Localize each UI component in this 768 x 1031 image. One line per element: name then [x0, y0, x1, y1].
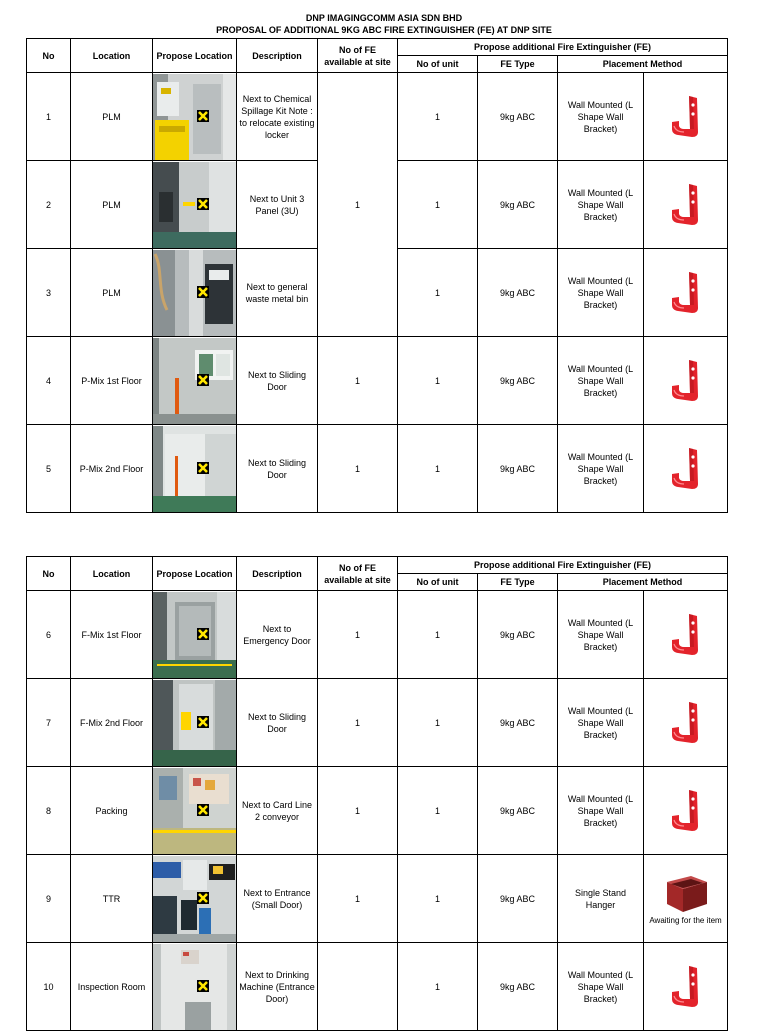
header-location: Location [71, 39, 153, 73]
placement-image [644, 249, 728, 337]
proposal-subtitle: PROPOSAL OF ADDITIONAL 9KG ABC FIRE EXTINGUISHER (FE) AT DNP SITE [216, 25, 552, 35]
row-number: 8 [27, 767, 71, 855]
fe-available-count: 1 [318, 73, 398, 337]
row-placement-method: Wall Mounted (L Shape Wall Bracket) [558, 679, 644, 767]
placement-image [644, 943, 728, 1031]
header-description: Description [237, 39, 318, 73]
placement-image [644, 161, 728, 249]
fe-available-count: 1 [318, 337, 398, 425]
row-fe-type: 9kg ABC [478, 855, 558, 943]
single-stand-hanger-icon [661, 872, 711, 916]
row-fe-type: 9kg ABC [478, 767, 558, 855]
l-shape-wall-bracket-icon [662, 444, 710, 492]
row-number: 7 [27, 679, 71, 767]
row-description: Next to Unit 3 Panel (3U) [237, 161, 318, 249]
row-location: PLM [71, 249, 153, 337]
header-fe-available: No of FE available at site [318, 557, 398, 591]
row-fe-type: 9kg ABC [478, 425, 558, 513]
row-fe-type: 9kg ABC [478, 161, 558, 249]
row-placement-method: Wall Mounted (L Shape Wall Bracket) [558, 337, 644, 425]
row-fe-type: 9kg ABC [478, 943, 558, 1031]
location-photo-yellow-spill-kit-cabinet [153, 74, 236, 160]
row-placement-method: Wall Mounted (L Shape Wall Bracket) [558, 425, 644, 513]
row-location: P-Mix 2nd Floor [71, 425, 153, 513]
row-number: 4 [27, 337, 71, 425]
propose-location-photo [153, 161, 237, 249]
l-shape-wall-bracket-icon [662, 92, 710, 140]
row-number: 10 [27, 943, 71, 1031]
awaiting-caption: Awaiting for the item [649, 916, 722, 925]
row-number: 6 [27, 591, 71, 679]
row-description: Next to Sliding Door [237, 425, 318, 513]
row-placement-method: Wall Mounted (L Shape Wall Bracket) [558, 943, 644, 1031]
header-description: Description [237, 557, 318, 591]
row-location: P-Mix 1st Floor [71, 337, 153, 425]
header-placement: Placement Method [558, 56, 728, 73]
row-description: Next to general waste metal bin [237, 249, 318, 337]
row-description: Next to Sliding Door [237, 337, 318, 425]
row-no-of-unit: 1 [398, 425, 478, 513]
row-description: Next to Entrance (Small Door) [237, 855, 318, 943]
row-location: Packing [71, 767, 153, 855]
l-shape-wall-bracket-icon [662, 962, 710, 1010]
location-photo-metal-waste-bin [153, 250, 236, 336]
row-placement-method: Single Stand Hanger [558, 855, 644, 943]
header-group: Propose additional Fire Extinguisher (FE) [398, 39, 728, 56]
location-photo-packing-area-board [153, 768, 236, 854]
company-name: DNP IMAGINGCOMM ASIA SDN BHD [305, 13, 463, 23]
row-number: 5 [27, 425, 71, 513]
row-fe-type: 9kg ABC [478, 591, 558, 679]
placement-image [644, 855, 728, 943]
placement-image [644, 679, 728, 767]
row-no-of-unit: 1 [398, 591, 478, 679]
propose-location-photo [153, 425, 237, 513]
row-no-of-unit: 1 [398, 943, 478, 1031]
header-fe-available: No of FE available at site [318, 39, 398, 73]
propose-location-photo [153, 855, 237, 943]
row-placement-method: Wall Mounted (L Shape Wall Bracket) [558, 73, 644, 161]
l-shape-wall-bracket-icon [662, 268, 710, 316]
row-location: TTR [71, 855, 153, 943]
header-location: Location [71, 557, 153, 591]
row-description: Next to Drinking Machine (Entrance Door) [237, 943, 318, 1031]
l-shape-wall-bracket-icon [662, 786, 710, 834]
location-photo-emergency-door-corridor [153, 592, 236, 678]
row-location: F-Mix 2nd Floor [71, 679, 153, 767]
header-no-of-unit: No of unit [398, 56, 478, 73]
l-shape-wall-bracket-icon [662, 698, 710, 746]
fe-proposal-table-2 [26, 556, 728, 1031]
row-number: 3 [27, 249, 71, 337]
propose-location-photo [153, 337, 237, 425]
propose-location-photo [153, 249, 237, 337]
fe-available-count: 1 [318, 767, 398, 855]
table-row [27, 591, 728, 679]
header-placement: Placement Method [558, 574, 728, 591]
row-fe-type: 9kg ABC [478, 679, 558, 767]
row-number: 9 [27, 855, 71, 943]
fe-available-count: 1 [318, 679, 398, 767]
row-location: F-Mix 1st Floor [71, 591, 153, 679]
fe-proposal-table-1 [26, 38, 728, 513]
row-number: 2 [27, 161, 71, 249]
l-shape-wall-bracket-icon [662, 180, 710, 228]
row-no-of-unit: 1 [398, 679, 478, 767]
row-fe-type: 9kg ABC [478, 73, 558, 161]
header-no: No [27, 39, 71, 73]
document-title [0, 12, 768, 36]
row-no-of-unit: 1 [398, 249, 478, 337]
table-row [27, 679, 728, 767]
header-no-of-unit: No of unit [398, 574, 478, 591]
table-row [27, 425, 728, 513]
placement-image [644, 425, 728, 513]
placement-image [644, 591, 728, 679]
placement-image [644, 767, 728, 855]
row-placement-method: Wall Mounted (L Shape Wall Bracket) [558, 591, 644, 679]
header-group: Propose additional Fire Extinguisher (FE) [398, 557, 728, 574]
placement-image [644, 337, 728, 425]
row-placement-method: Wall Mounted (L Shape Wall Bracket) [558, 249, 644, 337]
row-number: 1 [27, 73, 71, 161]
header-fe-type: FE Type [478, 574, 558, 591]
row-description: Next to Emergency Door [237, 591, 318, 679]
location-photo-sliding-door-wall-notice [153, 338, 236, 424]
propose-location-photo [153, 591, 237, 679]
propose-location-photo [153, 943, 237, 1031]
l-shape-wall-bracket-icon [662, 610, 710, 658]
table-row [27, 855, 728, 943]
row-description: Next to Sliding Door [237, 679, 318, 767]
row-location: PLM [71, 161, 153, 249]
propose-location-photo [153, 767, 237, 855]
row-no-of-unit: 1 [398, 161, 478, 249]
row-no-of-unit: 1 [398, 767, 478, 855]
table-row [27, 73, 728, 161]
location-photo-inspection-room-wall [153, 944, 236, 1030]
row-fe-type: 9kg ABC [478, 337, 558, 425]
row-placement-method: Wall Mounted (L Shape Wall Bracket) [558, 161, 644, 249]
row-location: Inspection Room [71, 943, 153, 1031]
row-location: PLM [71, 73, 153, 161]
l-shape-wall-bracket-icon [662, 356, 710, 404]
fe-available-count [318, 943, 398, 1031]
header-propose-location: Propose Location [153, 557, 237, 591]
row-fe-type: 9kg ABC [478, 249, 558, 337]
row-no-of-unit: 1 [398, 855, 478, 943]
location-photo-sliding-door-machine [153, 680, 236, 766]
fe-available-count: 1 [318, 855, 398, 943]
location-photo-sliding-door-green-floor [153, 426, 236, 512]
location-photo-machine-panel-corridor [153, 162, 236, 248]
fe-available-count: 1 [318, 591, 398, 679]
placement-image [644, 73, 728, 161]
row-placement-method: Wall Mounted (L Shape Wall Bracket) [558, 767, 644, 855]
header-fe-type: FE Type [478, 56, 558, 73]
table-row [27, 767, 728, 855]
row-no-of-unit: 1 [398, 73, 478, 161]
header-no: No [27, 557, 71, 591]
propose-location-photo [153, 679, 237, 767]
fe-available-count: 1 [318, 425, 398, 513]
table-row [27, 943, 728, 1031]
row-description: Next to Chemical Spillage Kit Note : to relocate existing locker [237, 73, 318, 161]
table-row [27, 337, 728, 425]
propose-location-photo [153, 73, 237, 161]
location-photo-ttr-entrance-poster [153, 856, 236, 942]
header-propose-location: Propose Location [153, 39, 237, 73]
row-no-of-unit: 1 [398, 337, 478, 425]
row-description: Next to Card Line 2 conveyor [237, 767, 318, 855]
